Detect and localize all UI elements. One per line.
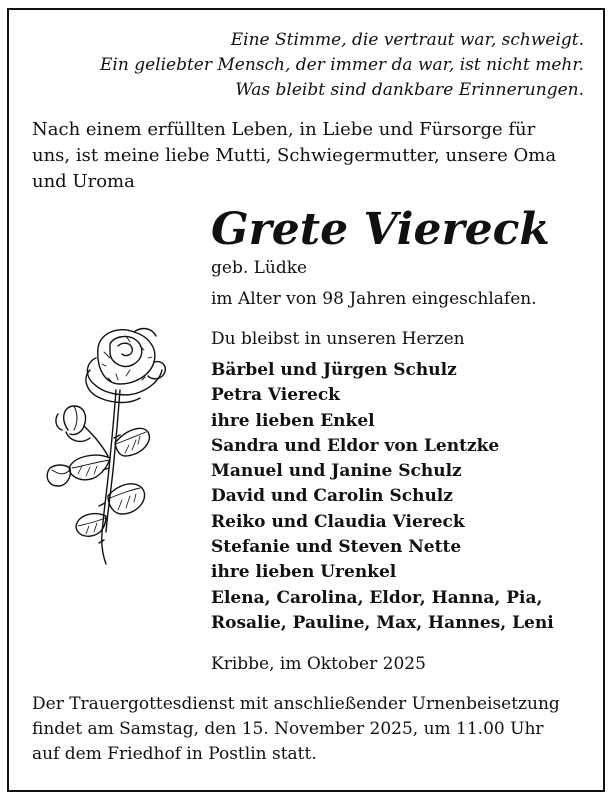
- poem-line: Ein geliebter Mensch, der immer da war, ist nicht mehr.: [100, 55, 584, 75]
- mourner-line: Rosalie, Pauline, Max, Hannes, Leni: [211, 612, 554, 633]
- service-line: Der Trauergottesdienst mit anschließender Urnenbeisetzung: [32, 694, 560, 714]
- birth-name: geb. Lüdke: [211, 258, 308, 278]
- mourners-list: [211, 358, 554, 636]
- intro-text: [32, 117, 582, 195]
- intro-line: und Uroma: [32, 171, 135, 192]
- poem-line: Eine Stimme, die vertraut war, schweigt.: [230, 30, 584, 50]
- mourner-line: Bärbel und Jürgen Schulz: [211, 360, 457, 380]
- rose-icon: [30, 318, 180, 568]
- service-line: auf dem Friedhof in Postlin statt.: [32, 744, 317, 764]
- mourner-line: ihre lieben Enkel: [211, 410, 375, 431]
- mourner-line: ihre lieben Urenkel: [211, 562, 397, 583]
- mourner-line: Petra Viereck: [211, 385, 340, 406]
- mourner-line: Sandra und Eldor von Lentzke: [211, 435, 500, 456]
- intro-line: uns, ist meine liebe Mutti, Schwiegermutter, unsere Oma: [32, 145, 557, 166]
- age-text: im Alter von 98 Jahren eingeschlafen.: [211, 289, 537, 309]
- mourner-line: Elena, Carolina, Eldor, Hanna, Pia,: [211, 587, 543, 608]
- mourner-line: Manuel und Janine Schulz: [211, 461, 462, 482]
- poem-line: Was bleibt sind dankbare Erinnerungen.: [235, 80, 584, 100]
- service-text: [32, 692, 592, 767]
- deceased-name: Grete Viereck: [211, 204, 550, 255]
- service-line: findet am Samstag, den 15. November 2025, um 11.00 Uhr: [32, 719, 544, 739]
- intro-line: Nach einem erfüllten Leben, in Liebe und Fürsorge für: [32, 119, 536, 140]
- mourner-line: David und Carolin Schulz: [211, 486, 453, 507]
- farewell-text: Du bleibst in unseren Herzen: [211, 329, 465, 349]
- poem: [100, 28, 584, 103]
- place-date: Kribbe, im Oktober 2025: [211, 654, 426, 674]
- mourner-line: Reiko und Claudia Viereck: [211, 511, 465, 532]
- mourner-line: Stefanie und Steven Nette: [211, 537, 462, 558]
